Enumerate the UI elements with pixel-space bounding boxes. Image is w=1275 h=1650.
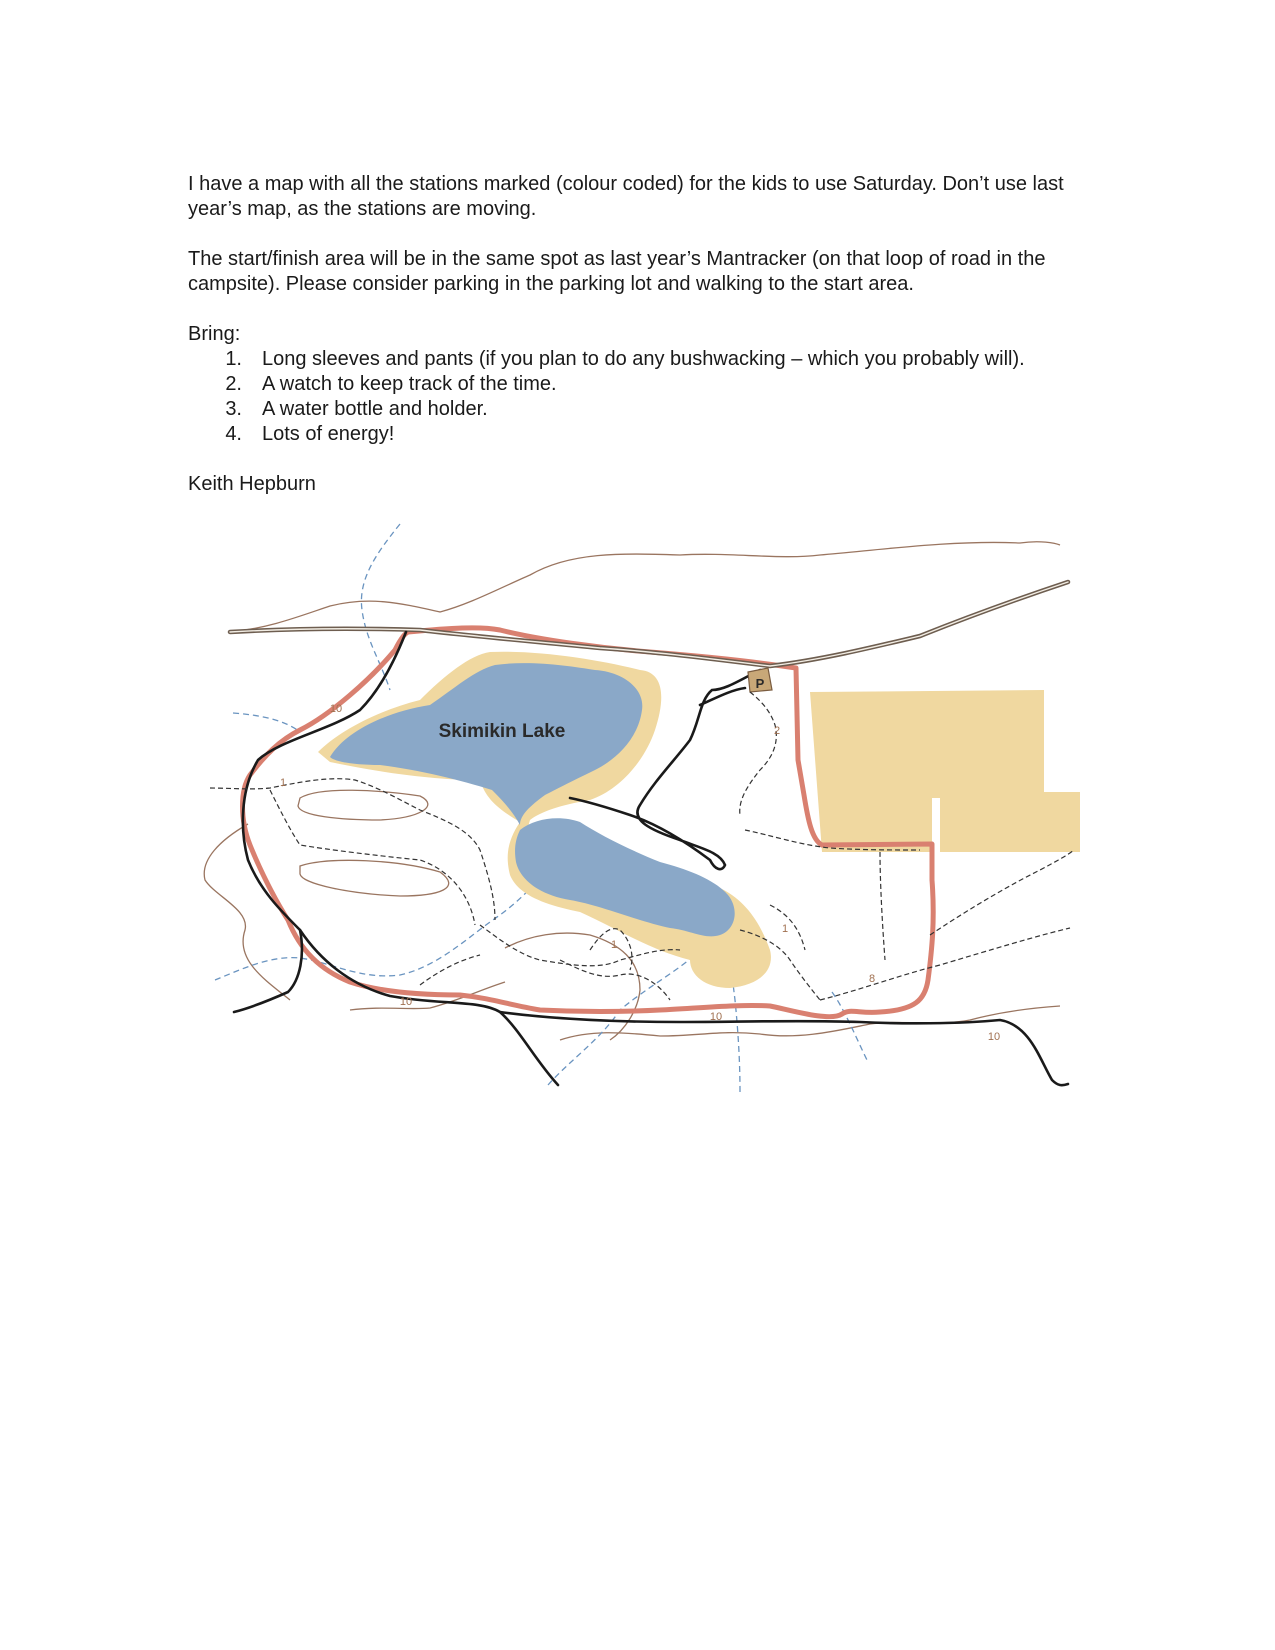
trail-label-1: 1	[781, 923, 789, 935]
trail-label-8: 8	[868, 973, 876, 985]
trail-label-1: 1	[279, 777, 287, 789]
trail	[880, 852, 885, 960]
paragraph-start-area: The start/finish area will be in the same spot as last year’s Mantracker (on that loop of road in the campsite). Please consider parking in the parking lot and walking to the start area.	[188, 248, 1046, 295]
stream	[233, 713, 300, 732]
trail-label-10: 10	[329, 703, 343, 715]
trail	[420, 955, 480, 985]
stream	[832, 992, 868, 1062]
contour-line	[230, 542, 1060, 632]
paragraph-map-notice: I have a map with all the stations marked (colour coded) for the kids to use Saturday. Don’t use last year’s map, as the stations are moving.	[188, 173, 1064, 220]
bring-list	[188, 347, 1088, 447]
signature: Keith Hepburn	[188, 473, 316, 495]
trail-map	[195, 520, 1090, 1100]
trail	[930, 850, 1074, 935]
list-item-number: 2.	[225, 373, 242, 395]
list-item	[188, 397, 1088, 422]
stream	[215, 870, 545, 980]
contour-line	[298, 790, 428, 820]
list-item-text: A water bottle and holder.	[262, 398, 488, 420]
list-item-number: 1.	[225, 348, 242, 370]
lake-name-label: Skimikin Lake	[438, 721, 566, 742]
private-land-parcel	[810, 690, 1080, 852]
list-item-number: 3.	[225, 398, 242, 420]
list-item	[188, 422, 1088, 447]
list-item-text: A watch to keep track of the time.	[262, 373, 557, 395]
parking-label: P	[755, 676, 765, 691]
trail-label-10: 10	[709, 1011, 723, 1023]
trail-label-2: 2	[773, 725, 781, 737]
list-item	[188, 347, 1088, 372]
trail-label-10: 10	[399, 996, 413, 1008]
bring-heading: Bring:	[188, 323, 241, 345]
trail-map-svg	[195, 520, 1090, 1100]
trail	[740, 692, 777, 815]
contour-line	[505, 933, 640, 1040]
trail-label-1: 1	[610, 939, 618, 951]
list-item-text: Long sleeves and pants (if you plan to do any bushwacking – which you probably will).	[262, 348, 1025, 370]
highway	[230, 582, 1068, 666]
letter-body	[188, 172, 1088, 497]
contour-line	[300, 860, 449, 896]
contour-line	[204, 824, 290, 1000]
trail-label-10: 10	[987, 1031, 1001, 1043]
list-item-number: 4.	[225, 423, 242, 445]
trail	[560, 960, 670, 1000]
list-item	[188, 372, 1088, 397]
trail	[820, 928, 1070, 1000]
list-item-text: Lots of energy!	[262, 423, 395, 445]
